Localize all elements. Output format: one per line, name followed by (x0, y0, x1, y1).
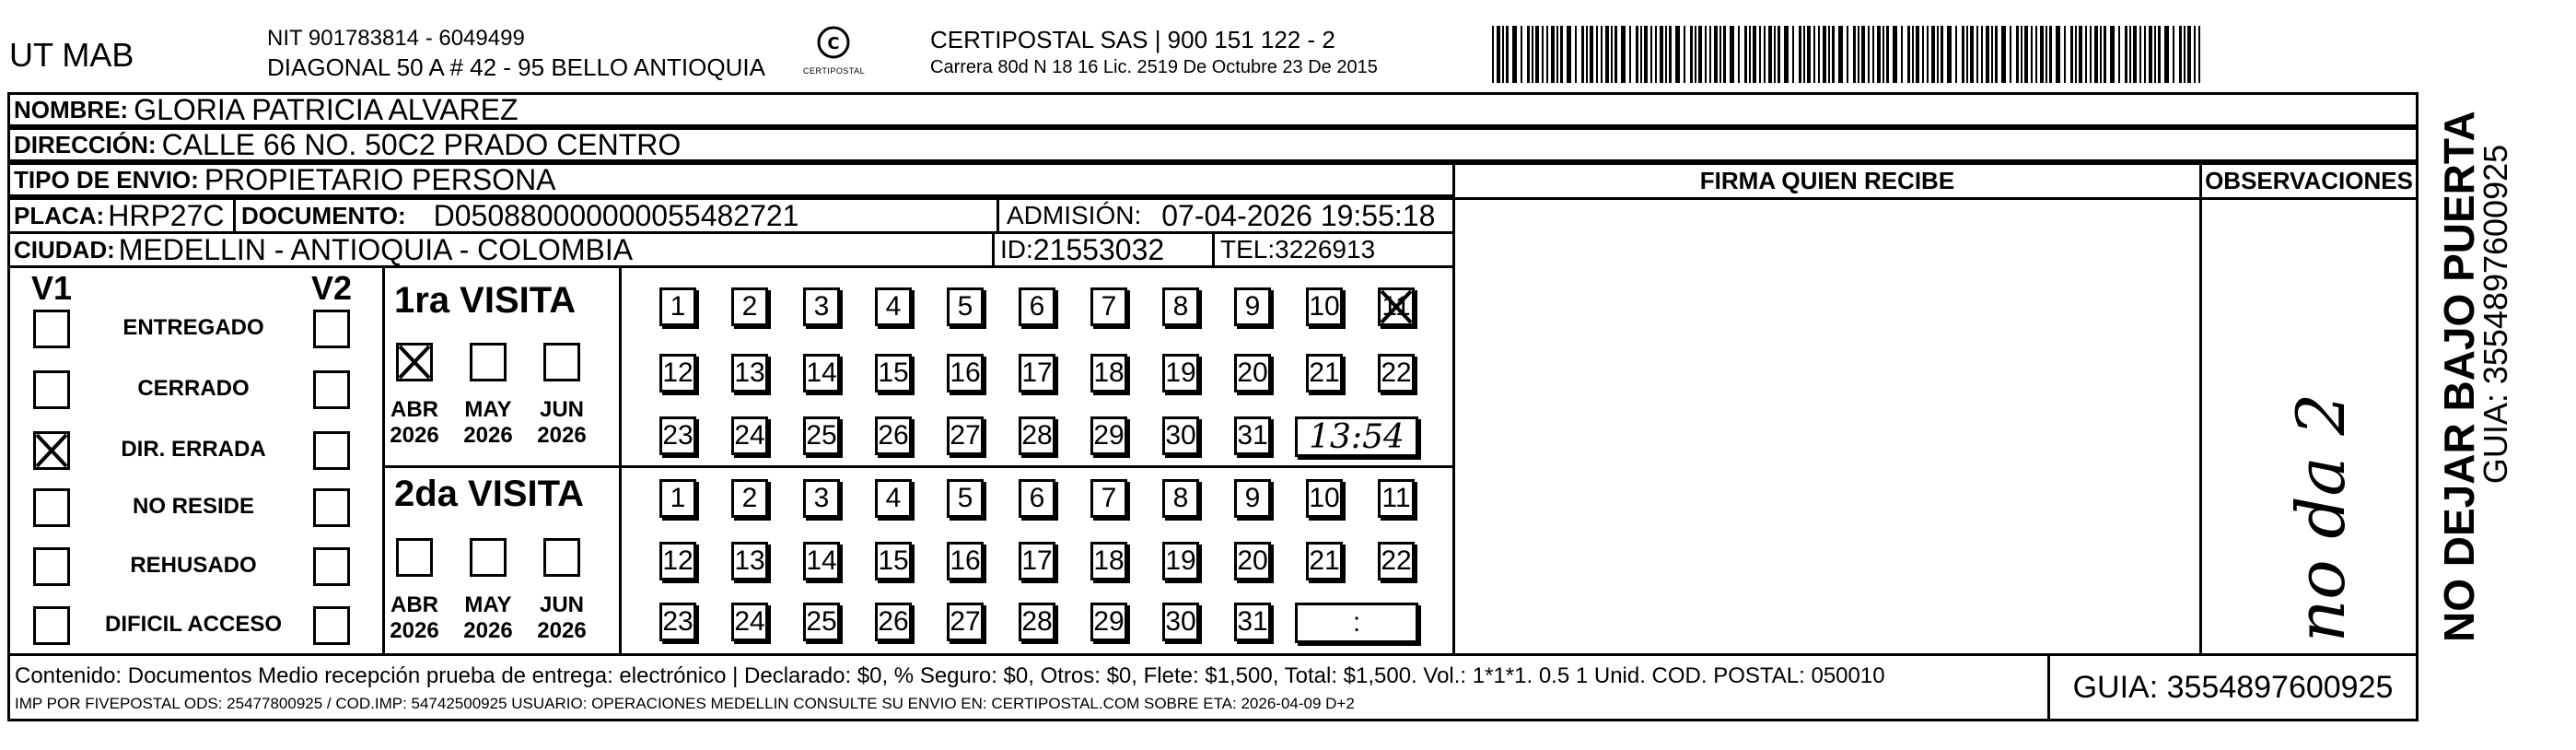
direccion-row (7, 127, 2419, 162)
day-box[interactable]: 1 (659, 287, 696, 326)
day-box[interactable]: 9 (1234, 287, 1271, 326)
barcode-bar (1605, 26, 1609, 83)
barcode-bar (2056, 26, 2060, 83)
v1-checkbox[interactable] (33, 370, 70, 409)
barcode-bar (1749, 26, 1751, 83)
barcode-bar (1644, 26, 1648, 83)
barcode-bar (1931, 26, 1935, 83)
admision-label: ADMISIÓN: (1007, 201, 1142, 229)
id-cell (992, 231, 1215, 268)
day-box[interactable]: 21 (1306, 542, 1343, 580)
v2-label: V2 (311, 269, 353, 307)
barcode-bar (1512, 26, 1517, 83)
v1-checkbox[interactable] (33, 310, 70, 348)
month-label: MAY (464, 592, 512, 617)
barcode-bar (2164, 26, 2169, 83)
barcode-bar (1705, 26, 1707, 83)
barcode-bar (2090, 26, 2092, 83)
day-box[interactable]: 20 (1234, 354, 1271, 393)
barcode-bar (1803, 26, 1805, 83)
documento-value: D050880000000055482721 (433, 198, 799, 232)
barcode-bar (1581, 26, 1584, 83)
barcode-bar (1542, 26, 1544, 83)
barcode-bar (1962, 26, 1964, 83)
month-checkbox[interactable] (396, 343, 433, 381)
month-label: ABR (390, 397, 438, 422)
day-box[interactable]: 24 (731, 416, 768, 455)
barcode-bar (1567, 26, 1571, 83)
barcode-bar (1799, 26, 1801, 83)
documento-cell (233, 197, 999, 234)
barcode-bar (1778, 26, 1780, 83)
month-checkbox[interactable] (543, 343, 580, 381)
barcode-bar (1937, 26, 1939, 83)
tel-value: 3226913 (1275, 235, 1376, 264)
barcode-bar (2104, 26, 2106, 83)
barcode-bar (1556, 26, 1558, 83)
barcode-bar (1807, 26, 1811, 83)
month-label: JUN (539, 592, 584, 617)
barcode-bar (2031, 26, 2033, 83)
barcode-bar (2070, 26, 2073, 83)
v2-checkbox[interactable] (313, 488, 350, 527)
day-box[interactable]: 16 (947, 354, 984, 393)
barcode-bar (2100, 26, 2102, 83)
tipo-label: TIPO DE ENVIO: (14, 165, 199, 193)
barcode-bar (1629, 26, 1631, 83)
year-label: 2026 (463, 423, 513, 448)
barcode-bar (2198, 26, 2200, 83)
second-visit-title: 2da VISITA (394, 474, 584, 514)
logo-text: CERTIPOSTAL (803, 66, 866, 76)
contenido-text: Contenido: Documentos Medio recepción prueba de entrega: electrónico | Declarado: $0, % Seguro: $0, Otros: $0, Flete: $1,500, Total: $1,500. Vol.: 1*1*1. 0.5 1 Unid. COD. POSTAL: 050010 (15, 663, 1885, 688)
barcode-bar (1753, 26, 1756, 83)
barcode-bar (1621, 26, 1626, 83)
day-box[interactable]: 1 (659, 479, 696, 518)
barcode-bar (2118, 26, 2120, 83)
barcode-bar (2010, 26, 2011, 83)
barcode-bar (2173, 26, 2174, 83)
barcode-bar (1774, 26, 1776, 83)
courier-line2: Carrera 80d N 18 16 Lic. 2519 De Octubre 23 De 2015 (930, 57, 1378, 77)
time-box[interactable]: : (1295, 603, 1418, 643)
direccion-value: CALLE 66 NO. 50C2 PRADO CENTRO (161, 127, 682, 161)
barcode-bar (2035, 26, 2037, 83)
placa-label: PLACA: (14, 201, 105, 229)
nombre-value: GLORIA PATRICIA ALVAREZ (134, 92, 519, 126)
day-box[interactable]: 30 (1162, 603, 1199, 641)
barcode-bar (1901, 26, 1903, 83)
barcode (1492, 26, 2201, 83)
day-box[interactable]: 14 (803, 354, 840, 393)
day-box[interactable]: 12 (659, 354, 696, 393)
barcode-bar (2040, 26, 2044, 83)
day-box[interactable]: 31 (1234, 416, 1271, 455)
day-box[interactable]: 15 (875, 354, 912, 393)
day-box[interactable]: 2 (731, 287, 768, 326)
company-name: UT MAB (9, 36, 134, 74)
barcode-bar (1922, 26, 1924, 83)
day-box[interactable]: 16 (947, 542, 984, 580)
barcode-bar (1868, 26, 1870, 83)
day-box[interactable]: 26 (875, 416, 912, 455)
barcode-bar (1586, 26, 1588, 83)
day-box[interactable]: 18 (1090, 354, 1127, 393)
day-box[interactable]: 31 (1234, 603, 1271, 641)
ciudad-cell (7, 231, 995, 268)
barcode-bar (1695, 26, 1696, 83)
sender-address: DIAGONAL 50 A # 42 - 95 BELLO ANTIOQUIA (267, 53, 765, 81)
documento-label: DOCUMENTO: (241, 201, 406, 229)
barcode-bar (1832, 26, 1835, 83)
barcode-bar (1714, 26, 1718, 83)
status-label: NO RESIDE (132, 494, 255, 519)
day-box[interactable]: 28 (1019, 416, 1055, 455)
barcode-bar (1596, 26, 1598, 83)
day-box[interactable]: 6 (1019, 479, 1055, 518)
barcode-bar (1955, 26, 1957, 83)
day-box[interactable]: 30 (1162, 416, 1199, 455)
observaciones-header (2199, 162, 2419, 200)
barcode-bar (2049, 26, 2052, 83)
barcode-bar (1655, 26, 1657, 83)
month-checkbox[interactable] (543, 538, 580, 577)
barcode-bar (2110, 26, 2115, 83)
firma-area[interactable] (1452, 197, 2202, 656)
status-label: ENTREGADO (122, 315, 264, 340)
barcode-bar (1719, 26, 1721, 83)
day-box[interactable]: 4 (875, 287, 912, 326)
year-label: 2026 (537, 423, 587, 448)
barcode-bar (1684, 26, 1685, 83)
v1-checkbox[interactable] (33, 606, 70, 645)
barcode-bar (1650, 26, 1652, 83)
barcode-bar (2144, 26, 2146, 83)
day-box[interactable]: 23 (659, 416, 696, 455)
tel-cell (1212, 231, 1455, 268)
v2-checkbox[interactable] (313, 310, 350, 348)
day-box[interactable]: 15 (875, 542, 912, 580)
barcode-bar (1858, 26, 1859, 83)
barcode-bar (1532, 26, 1533, 83)
status-label: CERRADO (137, 376, 250, 401)
barcode-bar (1877, 26, 1881, 83)
day-box[interactable]: 12 (659, 542, 696, 580)
barcode-bar (1907, 26, 1910, 83)
day-box[interactable]: 17 (1019, 542, 1055, 580)
day-box[interactable]: 9 (1234, 479, 1271, 518)
day-box[interactable]: 7 (1090, 287, 1127, 326)
barcode-bar (1986, 26, 1989, 83)
day-box[interactable]: 29 (1090, 603, 1127, 641)
month-label: ABR (390, 592, 438, 617)
barcode-bar (2021, 26, 2022, 83)
barcode-bar (1912, 26, 1914, 83)
barcode-bar (1535, 26, 1539, 83)
day-box[interactable]: 22 (1378, 354, 1415, 393)
barcode-bar (1709, 26, 1711, 83)
barcode-bar (2187, 26, 2191, 83)
barcode-bar (2149, 26, 2152, 83)
year-label: 2026 (390, 618, 439, 643)
barcode-bar (2075, 26, 2077, 83)
barcode-bar (1768, 26, 1772, 83)
barcode-bar (1492, 26, 1494, 83)
day-box[interactable]: 17 (1019, 354, 1055, 393)
barcode-bar (1759, 26, 1761, 83)
id-value: 21553032 (1032, 232, 1165, 266)
day-box[interactable]: 20 (1234, 542, 1271, 580)
day-box[interactable]: 27 (947, 603, 984, 641)
tipo-row (7, 162, 1455, 197)
barcode-bar (1886, 26, 1889, 83)
day-box[interactable]: 28 (1019, 603, 1055, 641)
barcode-bar (1872, 26, 1874, 83)
barcode-bar (2079, 26, 2082, 83)
status-label: DIFICIL ACCESO (104, 612, 282, 637)
svg-text:C: C (827, 34, 840, 53)
barcode-bar (1660, 26, 1663, 83)
admision-value: 07-04-2026 19:55:18 (1161, 198, 1436, 232)
barcode-bar (1527, 26, 1530, 83)
barcode-bar (1730, 26, 1734, 83)
barcode-bar (1546, 26, 1548, 83)
barcode-bar (1853, 26, 1856, 83)
barcode-bar (1551, 26, 1555, 83)
barcode-bar (1995, 26, 1998, 83)
v2-checkbox[interactable] (313, 547, 350, 586)
barcode-bar (1966, 26, 1968, 83)
day-box[interactable]: 8 (1162, 479, 1199, 518)
barcode-bar (2154, 26, 2156, 83)
day-box[interactable]: 4 (875, 479, 912, 518)
barcode-bar (1813, 26, 1815, 83)
barcode-bar (1818, 26, 1820, 83)
barcode-bar (1723, 26, 1726, 83)
barcode-bar (2184, 26, 2186, 83)
barcode-bar (1981, 26, 1983, 83)
day-box[interactable]: 26 (875, 603, 912, 641)
barcode-bar (1792, 26, 1794, 83)
day-box[interactable]: 14 (803, 542, 840, 580)
barcode-bar (1838, 26, 1843, 83)
barcode-bar (1784, 26, 1789, 83)
year-label: 2026 (390, 423, 439, 448)
placa-cell (7, 197, 236, 234)
barcode-bar (2133, 26, 2137, 83)
barcode-bar (2139, 26, 2141, 83)
footer-guia: GUIA: 3554897600925 (2072, 669, 2394, 705)
day-box[interactable]: 10 (1306, 479, 1343, 518)
barcode-bar (1614, 26, 1617, 83)
barcode-bar (1893, 26, 1897, 83)
barcode-bar (1941, 26, 1943, 83)
nit-text: NIT 901783814 - 6049499 (267, 26, 525, 51)
day-box[interactable]: 3 (803, 287, 840, 326)
barcode-bar (1976, 26, 1978, 83)
day-box[interactable]: 7 (1090, 479, 1127, 518)
month-checkbox[interactable] (470, 343, 507, 381)
barcode-bar (1947, 26, 1952, 83)
day-box[interactable]: 11 (1378, 287, 1415, 326)
barcode-bar (1502, 26, 1504, 83)
barcode-bar (2085, 26, 2087, 83)
day-box[interactable]: 19 (1162, 542, 1199, 580)
barcode-bar (1861, 26, 1865, 83)
ciudad-value: MEDELLIN - ANTIOQUIA - COLOMBIA (118, 232, 634, 266)
barcode-bar (1882, 26, 1884, 83)
barcode-bar (2046, 26, 2047, 83)
month-label: JUN (539, 397, 584, 422)
observaciones-label: OBSERVACIONES (2205, 167, 2413, 194)
side-guia-text: GUIA: 3554897600925 (2477, 144, 2514, 485)
barcode-bar (1611, 26, 1613, 83)
day-box[interactable]: 5 (947, 287, 984, 326)
barcode-bar (1828, 26, 1830, 83)
barcode-bar (1991, 26, 1993, 83)
barcode-bar (2094, 26, 2098, 83)
imp-text: IMP POR FIVEPOSTAL ODS: 25477800925 / COD.IMP: 54742500925 USUARIO: OPERACIONES MEDELLIN CONSULTE SU ENVIO EN: CERTIPOSTAL.COM SOBRE ETA: 2026-04-09 D+2 (15, 695, 1355, 712)
barcode-bar (1506, 26, 1509, 83)
v2-checkbox[interactable] (313, 370, 350, 409)
barcode-bar (2064, 26, 2066, 83)
day-box[interactable]: 22 (1378, 542, 1415, 580)
barcode-bar (1970, 26, 1974, 83)
barcode-bar (1590, 26, 1593, 83)
v1-checkbox[interactable] (33, 488, 70, 527)
tipo-value: PROPIETARIO PERSONA (204, 162, 556, 196)
barcode-bar (1669, 26, 1672, 83)
tel-label: TEL: (1220, 235, 1276, 264)
v2-checkbox[interactable] (313, 606, 350, 645)
nombre-label: NOMBRE: (14, 95, 129, 123)
day-box[interactable]: 25 (803, 416, 840, 455)
barcode-bar (1744, 26, 1747, 83)
barcode-bar (2016, 26, 2019, 83)
day-box[interactable]: 23 (659, 603, 696, 641)
barcode-bar (2024, 26, 2028, 83)
status-label: REHUSADO (130, 553, 257, 578)
id-label: ID: (1000, 235, 1033, 264)
barcode-bar (1916, 26, 1919, 83)
barcode-bar (1560, 26, 1563, 83)
month-label: MAY (464, 397, 512, 422)
barcode-bar (1823, 26, 1826, 83)
day-box[interactable]: 13 (731, 354, 768, 393)
day-box[interactable]: 11 (1378, 479, 1415, 518)
barcode-bar (2194, 26, 2196, 83)
admision-cell (997, 197, 1455, 234)
barcode-bar (1847, 26, 1848, 83)
barcode-bar (2129, 26, 2131, 83)
direccion-label: DIRECCIÓN: (14, 130, 157, 158)
barcode-bar (1575, 26, 1577, 83)
barcode-bar (1601, 26, 1603, 83)
barcode-bar (1521, 26, 1522, 83)
day-box[interactable]: 2 (731, 479, 768, 518)
barcode-bar (1738, 26, 1740, 83)
first-visit-title: 1ra VISITA (394, 280, 577, 321)
month-checkbox[interactable] (470, 538, 507, 577)
firma-label: FIRMA QUIEN RECIBE (1699, 167, 1955, 194)
barcode-bar (1698, 26, 1702, 83)
barcode-bar (1764, 26, 1766, 83)
firma-header (1452, 162, 2202, 200)
month-checkbox[interactable] (396, 538, 433, 577)
day-box[interactable]: 21 (1306, 354, 1343, 393)
day-box[interactable]: 24 (731, 603, 768, 641)
day-box[interactable]: 13 (731, 542, 768, 580)
day-box[interactable]: 25 (803, 603, 840, 641)
footer-guia-box (2047, 653, 2419, 721)
barcode-bar (2001, 26, 2006, 83)
barcode-bar (1665, 26, 1667, 83)
day-box[interactable]: 19 (1162, 354, 1199, 393)
ciudad-label: CIUDAD: (14, 235, 115, 264)
no-dejar-text: NO DEJAR BAJO PUERTA (2435, 111, 2483, 642)
barcode-bar (1640, 26, 1642, 83)
day-box[interactable]: 8 (1162, 287, 1199, 326)
v1-checkbox[interactable] (33, 431, 70, 470)
barcode-bar (2125, 26, 2127, 83)
status-label: DIR. ERRADA (121, 437, 266, 462)
day-box[interactable]: 27 (947, 416, 984, 455)
courier-line1: CERTIPOSTAL SAS | 900 151 122 - 2 (930, 26, 1335, 53)
v1-label: V1 (31, 269, 73, 307)
barcode-bar (1636, 26, 1638, 83)
day-box[interactable]: 10 (1306, 287, 1343, 326)
barcode-bar (1497, 26, 1500, 83)
v2-checkbox[interactable] (313, 431, 350, 470)
barcode-bar (2179, 26, 2182, 83)
barcode-bar (2158, 26, 2161, 83)
v1-checkbox[interactable] (33, 547, 70, 586)
handwritten-note: no da 2 (2282, 393, 2360, 643)
day-box[interactable]: 29 (1090, 416, 1127, 455)
barcode-bar (1690, 26, 1693, 83)
day-box[interactable]: 18 (1090, 542, 1127, 580)
year-label: 2026 (537, 618, 587, 643)
day-box[interactable]: 3 (803, 479, 840, 518)
day-box[interactable]: 6 (1019, 287, 1055, 326)
time-box[interactable]: 13:54 (1295, 416, 1418, 457)
year-label: 2026 (463, 618, 513, 643)
barcode-bar (1927, 26, 1929, 83)
nombre-row (7, 92, 2419, 127)
day-box[interactable]: 5 (947, 479, 984, 518)
placa-value: HRP27C (108, 198, 225, 232)
barcode-bar (1675, 26, 1680, 83)
